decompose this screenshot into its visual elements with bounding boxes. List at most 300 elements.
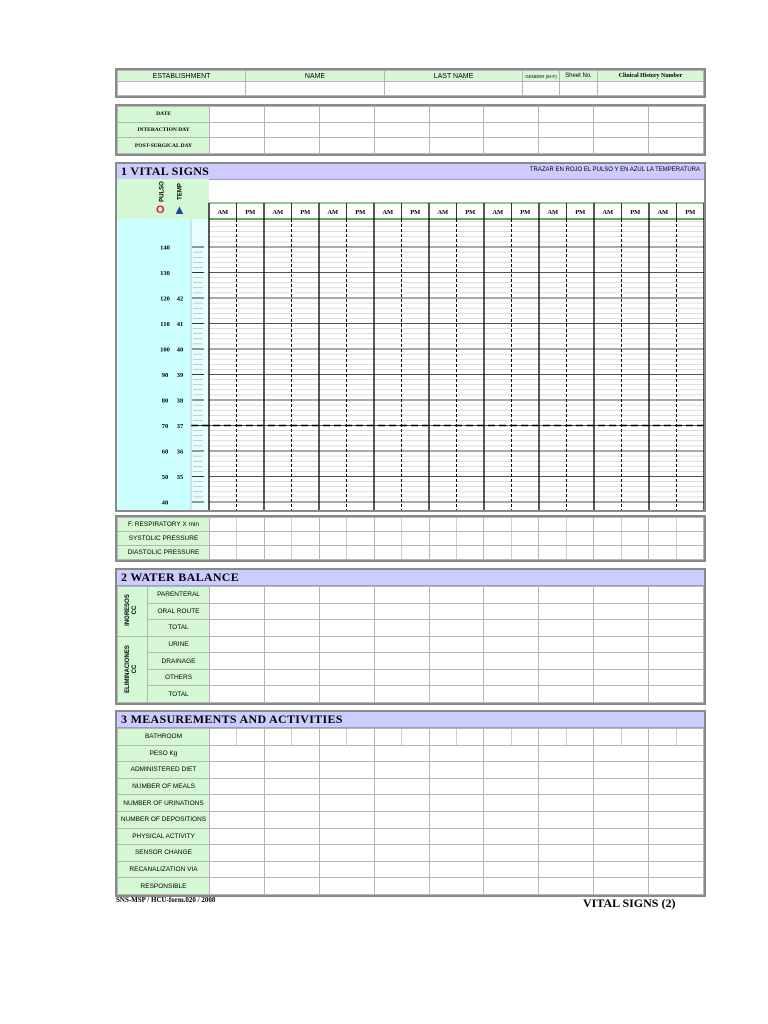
- ingresos-cell[interactable]: [319, 603, 374, 620]
- measurement-cell[interactable]: [539, 745, 594, 762]
- egresos-row-label: DRAINAGE: [148, 653, 210, 670]
- ingresos-cell[interactable]: [429, 620, 484, 637]
- date-cell[interactable]: [319, 107, 374, 123]
- pm-label: PM: [465, 209, 476, 216]
- establishment-label: ESTABLISHMENT: [118, 71, 246, 82]
- measurement-cell[interactable]: [594, 878, 649, 895]
- measurement-cell[interactable]: [374, 795, 429, 812]
- measurement-cell[interactable]: [539, 762, 594, 779]
- vital-signs-chart-grid[interactable]: [117, 179, 704, 510]
- patient-header: [115, 68, 706, 98]
- measurement-cell[interactable]: [210, 878, 265, 895]
- last-name-field[interactable]: [385, 82, 523, 96]
- patient-header-table: [117, 70, 704, 96]
- measurement-cell[interactable]: [429, 845, 484, 862]
- egresos-cell[interactable]: [374, 669, 429, 686]
- measurement-cell[interactable]: [594, 861, 649, 878]
- ingresos-cell[interactable]: [594, 603, 649, 620]
- pressure-row-label: SYSTOLIC PRESSURE: [118, 532, 210, 546]
- measurement-cell[interactable]: [484, 745, 539, 762]
- egresos-row-label: URINE: [148, 636, 210, 653]
- measurement-cell[interactable]: [484, 878, 539, 895]
- egresos-cell[interactable]: [484, 669, 539, 686]
- measurement-cell[interactable]: [649, 861, 704, 878]
- egresos-cell[interactable]: [649, 653, 704, 670]
- clinical-history-label: Clinical History Number: [598, 71, 704, 82]
- measurement-cell[interactable]: [264, 845, 319, 862]
- egresos-cell[interactable]: [374, 686, 429, 703]
- egresos-label: ELIMINACIONES: [125, 644, 131, 693]
- date-cell[interactable]: [374, 138, 429, 154]
- pressure-cell[interactable]: [429, 532, 484, 546]
- pressure-cell[interactable]: [594, 546, 649, 560]
- pulse-scale-label: 100: [160, 346, 170, 354]
- date-cell[interactable]: [649, 107, 704, 123]
- temp-scale-label: 40: [176, 346, 184, 354]
- measurement-cell[interactable]: [319, 745, 374, 762]
- vital-signs-section: [115, 162, 706, 512]
- pressure-cell[interactable]: [539, 532, 594, 546]
- date-cell[interactable]: [594, 138, 649, 154]
- water-balance-title-bar: [117, 570, 704, 586]
- egresos-cell[interactable]: [649, 686, 704, 703]
- am-label: AM: [602, 209, 614, 216]
- measurement-cell[interactable]: [319, 762, 374, 779]
- measurement-cell[interactable]: [429, 811, 484, 828]
- measurement-cell[interactable]: [264, 745, 319, 762]
- pressure-cell[interactable]: [210, 532, 265, 546]
- last-name-label: LAST NAME: [385, 71, 523, 82]
- measurement-cell[interactable]: [210, 762, 265, 779]
- pm-label: PM: [630, 209, 641, 216]
- measurement-cell[interactable]: [264, 878, 319, 895]
- egresos-cell[interactable]: [374, 636, 429, 653]
- am-label: AM: [492, 209, 504, 216]
- measurement-cell[interactable]: [374, 878, 429, 895]
- egresos-cell[interactable]: [210, 636, 265, 653]
- measurements-title-bar: [117, 712, 704, 728]
- measurement-cell[interactable]: [374, 811, 429, 828]
- egresos-cell[interactable]: [429, 669, 484, 686]
- measurement-row-label: SENSOR CHANGE: [118, 845, 210, 862]
- measurement-cell[interactable]: [264, 861, 319, 878]
- measurement-cell[interactable]: [649, 729, 704, 746]
- pulse-scale-label: 110: [160, 321, 170, 328]
- measurement-cell[interactable]: [539, 729, 594, 746]
- dates-row-label: DATE: [118, 107, 210, 123]
- measurement-cell[interactable]: [594, 795, 649, 812]
- pressure-cell[interactable]: [649, 532, 704, 546]
- pressure-cell[interactable]: [374, 518, 429, 532]
- dates-row-label: POST-SURGICAL DAY: [118, 138, 210, 154]
- form-code: SNS-MSP / HCU-form.020 / 2008: [116, 896, 216, 904]
- ingresos-cell[interactable]: [374, 587, 429, 604]
- measurement-cell[interactable]: [210, 811, 265, 828]
- ingresos-cell[interactable]: [539, 620, 594, 637]
- ingresos-cell[interactable]: [374, 603, 429, 620]
- pm-label: PM: [520, 209, 531, 216]
- measurement-cell[interactable]: [374, 762, 429, 779]
- name-label: NAME: [246, 71, 385, 82]
- pressure-cell[interactable]: [539, 518, 594, 532]
- am-label: AM: [657, 209, 669, 216]
- measurement-cell[interactable]: [429, 861, 484, 878]
- ingresos-cell[interactable]: [319, 620, 374, 637]
- measurement-cell[interactable]: [594, 745, 649, 762]
- measurement-cell[interactable]: [319, 795, 374, 812]
- measurement-cell[interactable]: [484, 845, 539, 862]
- ingresos-cell[interactable]: [210, 620, 265, 637]
- measurement-cell[interactable]: [539, 845, 594, 862]
- measurement-cell[interactable]: [649, 828, 704, 845]
- measurement-cell[interactable]: [429, 762, 484, 779]
- measurement-cell[interactable]: [264, 811, 319, 828]
- pressure-cell[interactable]: [594, 532, 649, 546]
- pm-label: PM: [245, 209, 256, 216]
- temp-scale-label: 39: [176, 372, 184, 379]
- pressure-cell[interactable]: [319, 546, 374, 560]
- date-cell[interactable]: [319, 122, 374, 138]
- measurement-row-label: RECANALIZATION VIA: [118, 861, 210, 878]
- date-cell[interactable]: [594, 122, 649, 138]
- measurement-cell[interactable]: [264, 729, 319, 746]
- egresos-cell[interactable]: [210, 686, 265, 703]
- egresos-cell[interactable]: [319, 636, 374, 653]
- measurement-cell[interactable]: [649, 811, 704, 828]
- pressure-section: [115, 515, 706, 562]
- date-cell[interactable]: [210, 107, 265, 123]
- measurement-cell[interactable]: [594, 729, 649, 746]
- measurement-row-label: BATHROOM: [118, 729, 210, 746]
- egresos-cell[interactable]: [264, 636, 319, 653]
- measurement-cell[interactable]: [594, 762, 649, 779]
- measurement-cell[interactable]: [539, 778, 594, 795]
- measurement-cell[interactable]: [539, 795, 594, 812]
- measurement-cell[interactable]: [319, 828, 374, 845]
- measurement-cell[interactable]: [594, 778, 649, 795]
- pm-label: PM: [355, 209, 366, 216]
- ingresos-cell[interactable]: [484, 603, 539, 620]
- pressure-cell[interactable]: [594, 518, 649, 532]
- measurement-cell[interactable]: [429, 745, 484, 762]
- egresos-cell[interactable]: [594, 653, 649, 670]
- date-cell[interactable]: [429, 122, 484, 138]
- measurement-cell[interactable]: [594, 845, 649, 862]
- pressure-cell[interactable]: [649, 518, 704, 532]
- ingresos-cell[interactable]: [264, 603, 319, 620]
- egresos-row-label: TOTAL: [148, 686, 210, 703]
- ingresos-cell[interactable]: [264, 587, 319, 604]
- vital-signs-title-bar: [117, 164, 704, 180]
- name-field[interactable]: [246, 82, 385, 96]
- ingresos-cell[interactable]: [594, 620, 649, 637]
- am-label: AM: [547, 209, 559, 216]
- ingresos-row-label: PARENTERAL: [148, 587, 210, 604]
- ingresos-cc-label: CC: [132, 605, 138, 615]
- pulse-scale-label: 80: [161, 397, 169, 405]
- ingresos-label: INGRESOS: [125, 594, 131, 626]
- gender-field[interactable]: [523, 82, 560, 96]
- pulse-scale-label: 70: [161, 423, 169, 430]
- pressure-row-label: DIASTOLIC PRESSURE: [118, 546, 210, 560]
- page-title: VITAL SIGNS (2): [583, 896, 676, 910]
- am-label: AM: [327, 209, 339, 216]
- pressure-cell[interactable]: [210, 546, 265, 560]
- ingresos-cell[interactable]: [649, 587, 704, 604]
- ingresos-cell[interactable]: [649, 603, 704, 620]
- water-balance-section: [115, 568, 706, 705]
- pressure-cell[interactable]: [319, 518, 374, 532]
- measurement-cell[interactable]: [210, 845, 265, 862]
- egresos-cell[interactable]: [319, 653, 374, 670]
- egresos-cell[interactable]: [319, 686, 374, 703]
- vital-signs-title: 1 VITAL SIGNS: [121, 164, 210, 178]
- measurement-cell[interactable]: [649, 878, 704, 895]
- measurement-row-label: RESPONSIBLE: [118, 878, 210, 895]
- pressure-cell[interactable]: [374, 532, 429, 546]
- measurement-cell[interactable]: [264, 778, 319, 795]
- date-cell[interactable]: [484, 122, 539, 138]
- measurement-cell[interactable]: [484, 778, 539, 795]
- pulse-scale-label: 120: [160, 295, 170, 303]
- egresos-cell[interactable]: [429, 653, 484, 670]
- egresos-cell[interactable]: [210, 653, 265, 670]
- am-label: AM: [437, 209, 449, 216]
- measurement-cell[interactable]: [649, 745, 704, 762]
- water-balance-table: [117, 586, 704, 703]
- egresos-cell[interactable]: [649, 636, 704, 653]
- measurement-cell[interactable]: [264, 828, 319, 845]
- measurement-cell[interactable]: [429, 828, 484, 845]
- measurement-cell[interactable]: [319, 845, 374, 862]
- measurement-cell[interactable]: [374, 861, 429, 878]
- date-cell[interactable]: [539, 138, 594, 154]
- egresos-cell[interactable]: [429, 636, 484, 653]
- ingresos-cell[interactable]: [594, 587, 649, 604]
- measurement-cell[interactable]: [539, 878, 594, 895]
- date-cell[interactable]: [429, 138, 484, 154]
- pm-label: PM: [575, 209, 586, 216]
- ingresos-row-label: ORAL ROUTE: [148, 603, 210, 620]
- measurement-row-label: PHYSICAL ACTIVITY: [118, 828, 210, 845]
- measurement-cell[interactable]: [649, 762, 704, 779]
- measurement-cell[interactable]: [539, 828, 594, 845]
- measurement-cell[interactable]: [264, 762, 319, 779]
- date-cell[interactable]: [374, 122, 429, 138]
- egresos-cell[interactable]: [429, 686, 484, 703]
- measurement-cell[interactable]: [319, 811, 374, 828]
- measurement-cell[interactable]: [484, 811, 539, 828]
- egresos-cell[interactable]: [484, 636, 539, 653]
- measurement-cell[interactable]: [649, 845, 704, 862]
- date-cell[interactable]: [210, 122, 265, 138]
- measurement-cell[interactable]: [429, 729, 484, 746]
- gender-label: GENDER (M-F): [523, 71, 560, 82]
- measurement-cell[interactable]: [484, 861, 539, 878]
- measurement-cell[interactable]: [484, 762, 539, 779]
- measurement-cell[interactable]: [594, 828, 649, 845]
- measurement-cell[interactable]: [210, 778, 265, 795]
- pressure-cell[interactable]: [484, 546, 539, 560]
- measurement-cell[interactable]: [319, 861, 374, 878]
- temp-scale-label: 37: [176, 423, 184, 430]
- egresos-cell[interactable]: [319, 669, 374, 686]
- pm-label: PM: [410, 209, 421, 216]
- measurement-cell[interactable]: [594, 811, 649, 828]
- measurements-table: [117, 728, 704, 895]
- vital-signs-note: TRAZAR EN ROJO EL PULSO Y EN AZUL LA TEMPERATURA: [529, 167, 700, 173]
- date-cell[interactable]: [319, 138, 374, 154]
- egresos-cell[interactable]: [264, 686, 319, 703]
- measurement-row-label: ADMINISTERED DIET: [118, 762, 210, 779]
- date-cell[interactable]: [484, 138, 539, 154]
- pressure-cell[interactable]: [264, 518, 319, 532]
- measurement-row-label: PESO Kg: [118, 745, 210, 762]
- am-label: AM: [272, 209, 284, 216]
- egresos-cell[interactable]: [210, 669, 265, 686]
- measurement-cell[interactable]: [484, 828, 539, 845]
- pulse-scale-label: 140: [160, 244, 170, 252]
- egresos-row-label: OTHERS: [148, 669, 210, 686]
- date-cell[interactable]: [539, 107, 594, 123]
- ingresos-cell[interactable]: [374, 620, 429, 637]
- ingresos-cell[interactable]: [210, 603, 265, 620]
- dates-row-label: INTERACTION DAY: [118, 122, 210, 138]
- measurement-row-label: NUMBER OF MEALS: [118, 778, 210, 795]
- measurement-cell[interactable]: [210, 795, 265, 812]
- ingresos-cell[interactable]: [264, 620, 319, 637]
- date-cell[interactable]: [264, 107, 319, 123]
- ingresos-group: [118, 587, 148, 637]
- date-cell[interactable]: [429, 107, 484, 123]
- temp-symbol-icon: ▲: [173, 202, 186, 217]
- pressure-cell[interactable]: [539, 546, 594, 560]
- egresos-cell[interactable]: [539, 636, 594, 653]
- clinical-history-field[interactable]: [598, 82, 704, 96]
- pressure-table: [117, 517, 704, 560]
- temp-scale-label: 41: [176, 321, 184, 328]
- measurement-cell[interactable]: [484, 795, 539, 812]
- ingresos-cell[interactable]: [539, 587, 594, 604]
- egresos-cell[interactable]: [374, 653, 429, 670]
- pressure-cell[interactable]: [374, 546, 429, 560]
- ingresos-cell[interactable]: [539, 603, 594, 620]
- measurement-cell[interactable]: [210, 745, 265, 762]
- sheet-no-field[interactable]: [560, 82, 598, 96]
- pressure-cell[interactable]: [429, 546, 484, 560]
- temp-scale-label: 38: [176, 397, 184, 405]
- scale-bg: [117, 219, 191, 510]
- ingresos-cell[interactable]: [484, 620, 539, 637]
- ingresos-cell[interactable]: [429, 603, 484, 620]
- measurement-cell[interactable]: [264, 795, 319, 812]
- egresos-cell[interactable]: [484, 686, 539, 703]
- date-cell[interactable]: [594, 107, 649, 123]
- measurement-cell[interactable]: [319, 878, 374, 895]
- ingresos-cell[interactable]: [649, 620, 704, 637]
- measurement-cell[interactable]: [539, 811, 594, 828]
- egresos-group: [118, 636, 148, 702]
- measurement-cell[interactable]: [374, 745, 429, 762]
- measurement-cell[interactable]: [319, 729, 374, 746]
- am-label: AM: [382, 209, 394, 216]
- pulse-scale-label: 40: [161, 499, 169, 507]
- measurement-row-label: NUMBER OF DEPOSITIONS: [118, 811, 210, 828]
- pressure-cell[interactable]: [264, 532, 319, 546]
- establishment-field[interactable]: [118, 82, 246, 96]
- pressure-cell[interactable]: [319, 532, 374, 546]
- measurement-cell[interactable]: [429, 795, 484, 812]
- temp-column-label: TEMP: [177, 183, 184, 200]
- measurement-cell[interactable]: [649, 795, 704, 812]
- egresos-cell[interactable]: [484, 653, 539, 670]
- ingresos-cell[interactable]: [429, 587, 484, 604]
- date-cell[interactable]: [649, 122, 704, 138]
- date-cell[interactable]: [264, 138, 319, 154]
- dates-table: [117, 106, 704, 154]
- measurement-cell[interactable]: [539, 861, 594, 878]
- ingresos-cell[interactable]: [319, 587, 374, 604]
- date-cell[interactable]: [210, 138, 265, 154]
- ingresos-cell[interactable]: [210, 587, 265, 604]
- measurement-cell[interactable]: [319, 778, 374, 795]
- dates-section: [115, 104, 706, 156]
- pressure-cell[interactable]: [264, 546, 319, 560]
- am-label: AM: [217, 209, 229, 216]
- pressure-cell[interactable]: [210, 518, 265, 532]
- pm-label: PM: [300, 209, 311, 216]
- measurement-cell[interactable]: [429, 878, 484, 895]
- egresos-cell[interactable]: [594, 669, 649, 686]
- pressure-cell[interactable]: [649, 546, 704, 560]
- egresos-cell[interactable]: [539, 686, 594, 703]
- egresos-cell[interactable]: [649, 669, 704, 686]
- date-cell[interactable]: [539, 122, 594, 138]
- pm-label: PM: [685, 209, 696, 216]
- egresos-cell[interactable]: [539, 653, 594, 670]
- pressure-cell[interactable]: [484, 518, 539, 532]
- measurement-cell[interactable]: [210, 861, 265, 878]
- measurement-cell[interactable]: [484, 729, 539, 746]
- pulse-scale-label: 60: [161, 448, 169, 456]
- measurement-cell[interactable]: [374, 845, 429, 862]
- ingresos-cell[interactable]: [484, 587, 539, 604]
- pulse-scale-label: 90: [161, 372, 169, 379]
- egresos-cell[interactable]: [264, 669, 319, 686]
- egresos-cell[interactable]: [539, 669, 594, 686]
- date-cell[interactable]: [264, 122, 319, 138]
- pressure-cell[interactable]: [484, 532, 539, 546]
- egresos-cell[interactable]: [594, 686, 649, 703]
- date-cell[interactable]: [374, 107, 429, 123]
- measurement-cell[interactable]: [210, 828, 265, 845]
- measurement-cell[interactable]: [374, 778, 429, 795]
- measurement-cell[interactable]: [429, 778, 484, 795]
- egresos-cell[interactable]: [264, 653, 319, 670]
- pulse-column-label: PULSO: [159, 181, 166, 202]
- measurement-cell[interactable]: [374, 729, 429, 746]
- egresos-cell[interactable]: [594, 636, 649, 653]
- pressure-cell[interactable]: [429, 518, 484, 532]
- date-cell[interactable]: [649, 138, 704, 154]
- date-cell[interactable]: [484, 107, 539, 123]
- measurement-cell[interactable]: [374, 828, 429, 845]
- temp-scale-label: 42: [176, 295, 184, 303]
- measurement-cell[interactable]: [210, 729, 265, 746]
- measurement-cell[interactable]: [649, 778, 704, 795]
- pulse-symbol-icon: O: [156, 204, 165, 216]
- sheet-no-label: Sheet No.: [560, 71, 598, 82]
